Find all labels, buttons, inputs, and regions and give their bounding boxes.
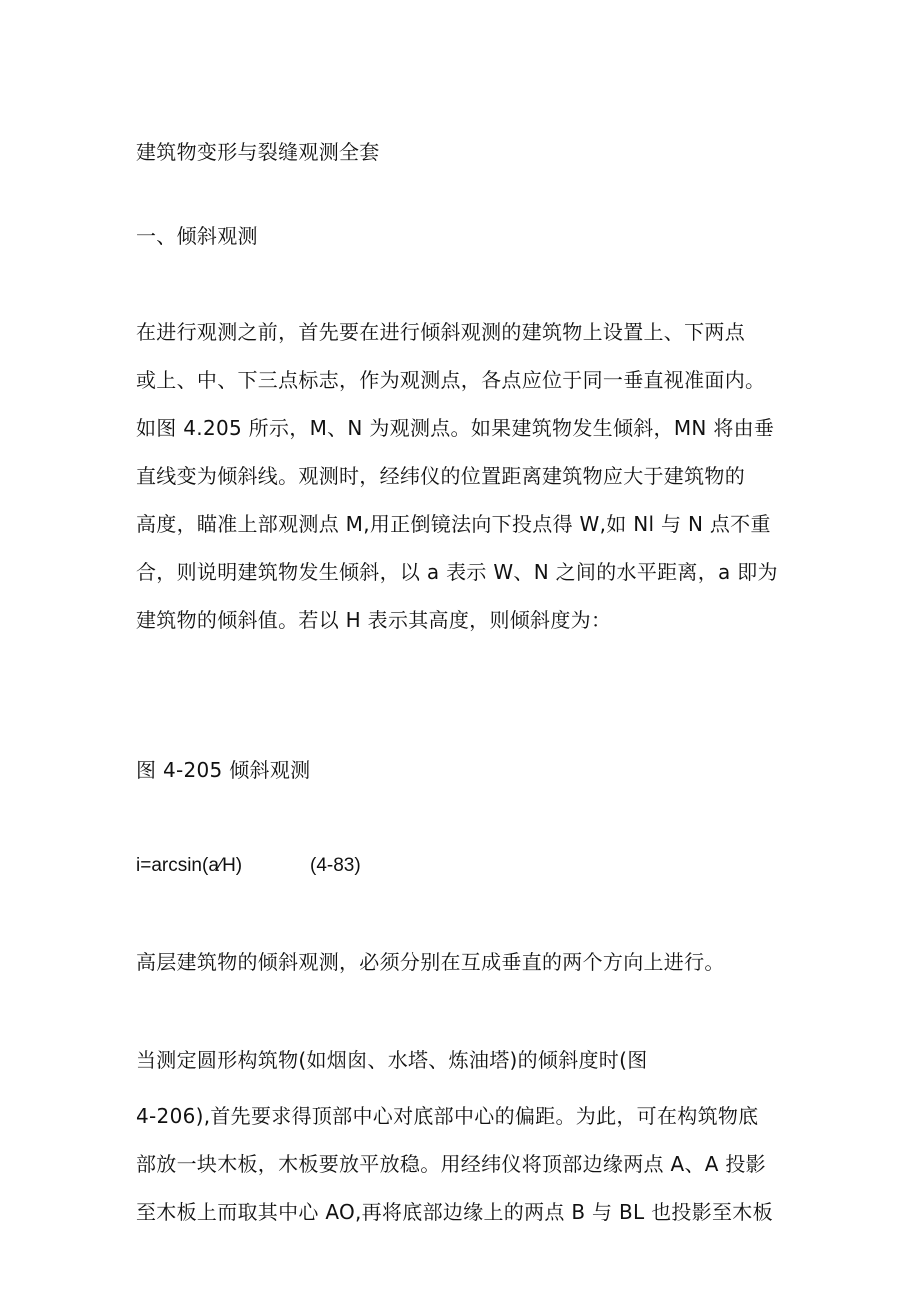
document-title: 建筑物变形与裂缝观测全套	[136, 140, 380, 164]
paragraph-2: 高层建筑物的倾斜观测，必须分别在互成垂直的两个方向上进行。	[136, 950, 725, 974]
paragraph-line: 直线变为倾斜线。观测时，经纬仪的位置距离建筑物应大于建筑物的	[136, 464, 745, 488]
paragraph-line: 部放一块木板，木板要放平放稳。用经纬仪将顶部边缘两点 A、A 投影	[136, 1152, 766, 1176]
paragraph-line: 如图 4.205 所示，M、N 为观测点。如果建筑物发生倾斜，MN 将由垂	[136, 416, 775, 440]
paragraph-line: 在进行观测之前，首先要在进行倾斜观测的建筑物上设置上、下两点	[136, 320, 745, 344]
paragraph-line: 建筑物的倾斜值。若以 H 表示其高度，则倾斜度为：	[136, 608, 612, 632]
paragraph-line: 或上、中、下三点标志，作为观测点，各点应位于同一垂直视准面内。	[136, 368, 766, 392]
paragraph-line: 高度，瞄准上部观测点 M,用正倒镜法向下投点得 W,如 Nl 与 N 点不重	[136, 512, 771, 536]
figure-caption: 图 4-205 倾斜观测	[136, 758, 311, 782]
section-heading: 一、倾斜观测	[136, 224, 258, 248]
paragraph-line: 4-206),首先要求得顶部中心对底部中心的偏距。为此，可在构筑物底	[136, 1104, 759, 1128]
formula: i=arcsin(a⁄H)	[136, 855, 243, 876]
formula-number: (4-83)	[310, 855, 361, 876]
paragraph-line: 至木板上而取其中心 AO,再将底部边缘上的两点 B 与 BL 也投影至木板	[136, 1200, 773, 1224]
paragraph-3-first-line: 当测定圆形构筑物(如烟囱、水塔、炼油塔)的倾斜度时(图	[136, 1048, 648, 1072]
paragraph-line: 合，则说明建筑物发生倾斜，以 a 表示 W、N 之间的水平距离，a 即为	[136, 560, 778, 584]
